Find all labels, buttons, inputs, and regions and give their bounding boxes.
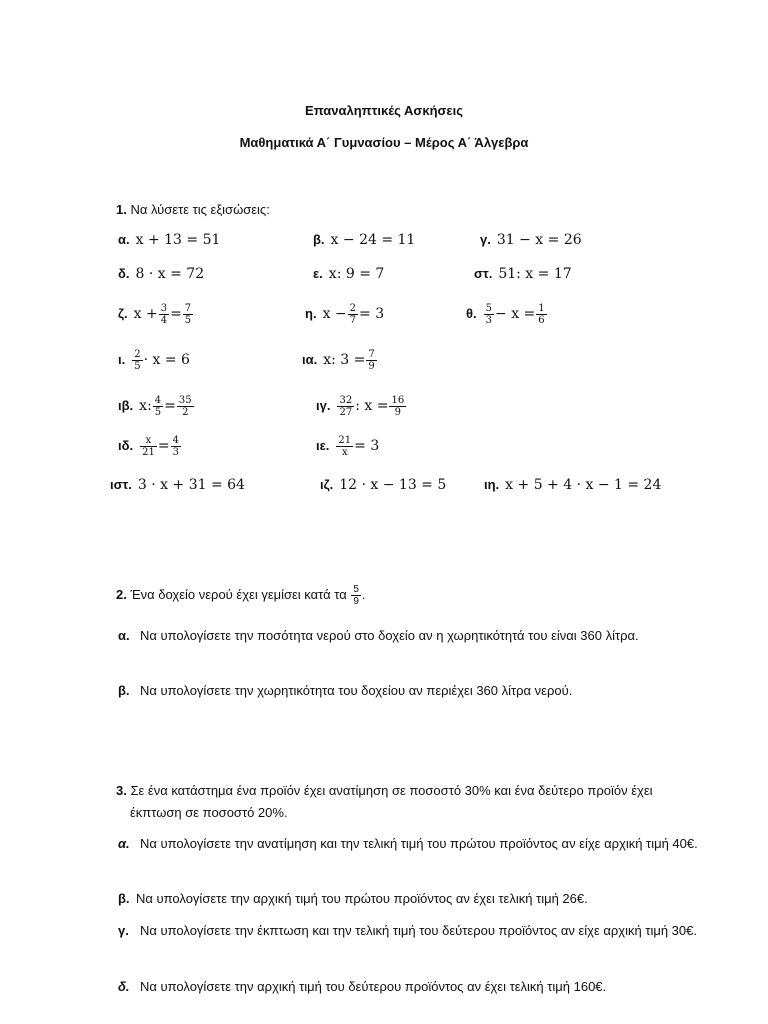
equation-text: x: (139, 397, 152, 414)
equation (316, 395, 407, 418)
fraction-denominator: 5 (154, 407, 162, 418)
fraction (351, 584, 361, 607)
part-text: Να υπολογίσετε την χωρητικότητα του δοχείου αν περιέχει 360 λίτρα νερού. (140, 683, 573, 698)
fraction-numerator: x (140, 435, 157, 447)
fraction-denominator: x (341, 447, 348, 458)
fraction-denominator: 4 (160, 315, 168, 326)
fraction (389, 395, 406, 418)
fraction (536, 303, 546, 326)
exercise-2-header (116, 584, 366, 607)
period: . (361, 586, 366, 602)
equation-label: στ. (474, 266, 493, 281)
equation-text: 3 · x + 31 = 64 (137, 477, 245, 493)
equation (313, 266, 384, 282)
fraction-denominator: 27 (339, 407, 353, 418)
fraction-denominator: 7 (349, 315, 357, 326)
equation-label: θ. (466, 305, 477, 321)
exercise-number: 1. (116, 202, 127, 217)
equation (118, 395, 195, 418)
equation-text: = (157, 437, 170, 454)
equation-label: ιβ. (118, 397, 134, 413)
fraction (159, 303, 169, 326)
equation-text: x: 9 = 7 (328, 266, 385, 282)
fraction-numerator: 32 (339, 395, 353, 406)
equation-label: ιζ. (320, 477, 334, 492)
part-text: Να υπολογίσετε την αρχική τιμή του δεύτερου προϊόντος αν έχει τελική τιμή 160€. (140, 979, 607, 994)
equation-text: 12 · x − 13 = 5 (339, 477, 447, 493)
equation-label: ι. (118, 351, 126, 367)
fraction-numerator: 3 (160, 303, 168, 314)
equation-label: ιδ. (118, 437, 134, 453)
exercise-prompt: Σε ένα κατάστημα ένα προϊόν έχει ανατίμηση σε ποσοστό 30% και ένα δεύτερο προϊόν έχει έκπτωση σε ποσοστό 20%. (130, 783, 653, 820)
equation-label: ζ. (118, 305, 128, 321)
fraction-denominator: 21 (142, 447, 155, 458)
equation-text: x + 5 + 4 · x − 1 = 24 (505, 477, 662, 493)
part-text: Να υπολογίσετε την έκπτωση και την τελική τιμή του δεύτερου προϊόντος αν είχε αρχική τιμή 30€. (140, 923, 697, 938)
fraction (337, 395, 354, 418)
equation (474, 266, 572, 282)
page-subtitle: Μαθηματικά Α΄ Γυμνασίου – Μέρος Α΄ Άλγεβρα (239, 135, 529, 150)
equation-text: x − (322, 305, 347, 322)
fraction (336, 435, 353, 458)
exercise-2-part-b (118, 680, 700, 702)
equation (466, 303, 548, 326)
equation (316, 435, 379, 458)
fraction-numerator: 1 (538, 303, 545, 314)
fraction (153, 395, 163, 418)
fraction (171, 435, 181, 458)
exercise-number: 3. (116, 783, 127, 798)
equation-label: ιστ. (110, 477, 132, 492)
fraction-denominator: 5 (184, 315, 192, 326)
part-label: γ. (118, 923, 129, 938)
fraction-numerator: 7 (184, 303, 192, 314)
fraction (348, 303, 358, 326)
equation (118, 435, 182, 458)
fraction-numerator: 7 (368, 349, 375, 360)
exercise-prompt: Να λύσετε τις εξισώσεις: (130, 202, 270, 217)
fraction-numerator: 2 (134, 349, 141, 360)
equation-text: 31 − x = 26 (496, 232, 582, 248)
part-label: α. (118, 628, 130, 643)
part-label: α. (118, 836, 130, 851)
fraction-numerator: 16 (391, 395, 405, 406)
fraction-denominator: 5 (134, 361, 141, 372)
exercise-3-part-d (118, 976, 740, 998)
equation (118, 232, 220, 248)
fraction-numerator: 5 (353, 584, 359, 595)
part-text: Να υπολογίσετε την ανατίμηση και την τελική τιμή του πρώτου προϊόντος αν είχε αρχική τιμή 40€. (140, 836, 698, 851)
part-label: β. (118, 683, 130, 698)
equation-text: 8 · x = 72 (135, 266, 205, 282)
equation (484, 477, 661, 493)
equation (480, 232, 582, 248)
fraction-denominator: 3 (172, 447, 179, 458)
fraction (484, 303, 494, 326)
equation (118, 303, 194, 326)
fraction-numerator: 4 (172, 435, 179, 446)
equation-text: : x = (355, 397, 389, 414)
fraction-denominator: 2 (182, 407, 189, 418)
page-title: Επαναληπτικές Ασκήσεις (305, 103, 463, 118)
equation (110, 477, 245, 493)
equation-text: = (170, 305, 182, 322)
fraction-denominator: 9 (353, 596, 359, 607)
equation-text: · x = 6 (143, 351, 190, 368)
equation-label: δ. (118, 266, 130, 281)
exercise-3-part-c (118, 920, 700, 942)
equation-text: = 3 (354, 437, 380, 454)
part-label: β. (118, 891, 130, 906)
equation-label: ιγ. (316, 397, 331, 413)
fraction (177, 395, 194, 418)
exercise-3-header (116, 780, 690, 824)
fraction-numerator: 4 (154, 395, 162, 406)
equation-label: ιη. (484, 477, 500, 492)
fraction-denominator: 9 (368, 361, 375, 372)
equation-text: x: 3 = (323, 351, 366, 368)
equation (305, 303, 384, 326)
exercise-prompt: Ένα δοχείο νερού έχει γεμίσει κατά τα (130, 586, 347, 602)
equation (302, 349, 378, 372)
fraction-denominator: 3 (485, 315, 493, 326)
fraction-numerator: 35 (178, 395, 192, 406)
part-text: Να υπολογίσετε την ποσότητα νερού στο δοχείο αν η χωρητικότητά του είναι 360 λίτρα. (140, 628, 639, 643)
exercise-3-part-a (118, 833, 700, 855)
equation-text: = (164, 397, 176, 414)
equation-label: α. (118, 232, 130, 247)
equation-label: ε. (313, 266, 323, 281)
equation (320, 477, 446, 493)
equation-label: β. (313, 232, 325, 247)
fraction (366, 349, 376, 372)
equation-text: − x = (495, 305, 536, 322)
part-label: δ. (118, 979, 130, 994)
equation-label: ιε. (316, 437, 330, 453)
exercise-1-header (116, 202, 270, 217)
fraction-numerator: 5 (485, 303, 493, 314)
fraction-numerator: 2 (349, 303, 357, 314)
fraction-denominator: 9 (394, 407, 401, 418)
equation-label: η. (305, 305, 317, 321)
fraction (183, 303, 193, 326)
equation (118, 349, 190, 372)
equation (313, 232, 415, 248)
fraction-numerator: 21 (338, 435, 352, 446)
fraction (132, 349, 142, 372)
equation-text: 51: x = 17 (498, 266, 572, 282)
fraction-denominator: 6 (538, 315, 545, 326)
equation-label: γ. (480, 232, 491, 247)
equation-text: x + 13 = 51 (135, 232, 221, 248)
exercise-3-part-b (118, 888, 692, 910)
exercise-number: 2. (116, 586, 127, 602)
equation-text: = 3 (359, 305, 385, 322)
equation (118, 266, 204, 282)
fraction (140, 435, 157, 458)
exercise-2-part-a (118, 625, 700, 647)
part-text: Να υπολογίσετε την αρχική τιμή του πρώτου προϊόντος αν έχει τελική τιμή 26€. (136, 891, 588, 906)
equation-text: x − 24 = 11 (330, 232, 416, 248)
equation-label: ια. (302, 351, 318, 367)
equation-text: x + (133, 305, 158, 322)
